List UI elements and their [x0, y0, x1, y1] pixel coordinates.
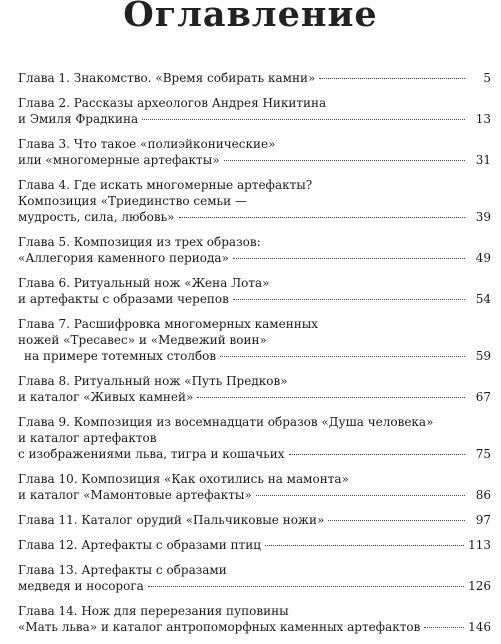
- toc-entry-text: Глава 13. Артефакты с образами: [18, 563, 227, 577]
- toc-entry: [18, 562, 491, 594]
- dot-leader: [233, 299, 465, 300]
- toc-entry-text: ножей «Тресавес» и «Медвежий воин»: [18, 333, 267, 347]
- dot-leader: [233, 258, 465, 259]
- toc-entry-text: Глава 5. Композиция из трех образов:: [18, 235, 261, 249]
- dot-leader: [197, 397, 465, 398]
- toc-entry: [18, 537, 491, 553]
- toc-entry-text: Глава 3. Что такое «полиэйконические»: [18, 137, 276, 151]
- toc-entry-text: и Эмиля Фрадкина: [18, 112, 139, 126]
- dot-leader: [328, 520, 465, 521]
- toc-page-number: 86: [475, 488, 491, 502]
- toc-entry-text: медведя и носорога: [18, 579, 144, 593]
- toc-entry-text: Глава 9. Композиция из восемнадцати образов «Душа человека»: [18, 415, 434, 429]
- toc-entry-text: Глава 4. Где искать многомерные артефакты?: [18, 178, 313, 192]
- toc-entry-text: или «многомерные артефакты»: [18, 153, 220, 167]
- toc-page-number: 146: [468, 620, 491, 634]
- toc-page-number: 39: [475, 210, 491, 224]
- dot-leader: [256, 495, 465, 496]
- toc-page-number: 31: [475, 153, 491, 167]
- table-of-contents: [18, 70, 491, 644]
- toc-page-number: 59: [475, 349, 491, 363]
- toc-page-number: 126: [468, 579, 491, 593]
- dot-leader: [142, 119, 465, 120]
- toc-entry: [18, 373, 491, 405]
- toc-entry-text: и каталог «Живых камней»: [18, 390, 194, 404]
- toc-entry-text: на примере тотемных столбов: [24, 349, 217, 363]
- toc-entry: [18, 234, 491, 266]
- toc-entry-text: Глава 1. Знакомство. «Время собирать камни»: [18, 71, 316, 85]
- toc-entry: [18, 512, 491, 528]
- toc-page-number: 13: [475, 112, 491, 126]
- toc-entry-text: «Мать льва» и каталог антропоморфных каменных артефактов: [18, 620, 421, 634]
- toc-entry-text: и артефакты с образами черепов: [18, 292, 229, 306]
- toc-page-number: 5: [483, 71, 491, 85]
- toc-entry-text: Глава 6. Ритуальный нож «Жена Лота»: [18, 276, 270, 290]
- toc-entry: [18, 414, 491, 462]
- toc-entry-text: Глава 11. Каталог орудий «Пальчиковые ножи»: [18, 513, 325, 527]
- toc-entry: [18, 471, 491, 503]
- toc-entry-text: Композиция «Триединство семьи —: [18, 194, 247, 208]
- dot-leader: [224, 160, 465, 161]
- dot-leader: [424, 627, 464, 628]
- toc-page-number: 75: [475, 447, 491, 461]
- toc-entry-text: Глава 10. Композиция «Как охотились на мамонта»: [18, 472, 349, 486]
- dot-leader: [289, 454, 465, 455]
- toc-entry-text: мудрость, сила, любовь»: [18, 210, 175, 224]
- toc-entry: [18, 70, 491, 86]
- dot-leader: [319, 78, 465, 79]
- dot-leader: [179, 217, 466, 218]
- toc-entry-text: с изображениями льва, тигра и кошачьих: [18, 447, 285, 461]
- toc-entry-text: Глава 2. Рассказы археологов Андрея Никитина: [18, 96, 327, 110]
- toc-entry-text: Глава 7. Расшифровка многомерных каменных: [18, 317, 319, 331]
- toc-entry-text: и каталог артефактов: [18, 431, 157, 445]
- toc-entry-text: Глава 14. Нож для перерезания пуповины: [18, 604, 289, 618]
- toc-entry-text: «Аллегория каменного периода»: [18, 251, 229, 265]
- toc-page-number: 113: [468, 538, 491, 552]
- toc-entry: [18, 136, 491, 168]
- toc-entry: [18, 177, 491, 225]
- toc-page-number: 97: [475, 513, 491, 527]
- toc-entry: [18, 603, 491, 635]
- dot-leader: [148, 586, 464, 587]
- toc-entry-text: и каталог «Мамонтовые артефакты»: [18, 488, 252, 502]
- toc-entry: [18, 316, 491, 364]
- page-title: Оглавление: [123, 0, 378, 35]
- toc-page-number: 49: [475, 251, 491, 265]
- dot-leader: [220, 356, 465, 357]
- toc-page-number: 54: [475, 292, 491, 306]
- toc-entry-text: Глава 12. Артефакты с образами птиц: [18, 538, 261, 552]
- toc-entry-text: Глава 8. Ритуальный нож «Путь Предков»: [18, 374, 288, 388]
- toc-entry: [18, 95, 491, 127]
- dot-leader: [265, 545, 464, 546]
- toc-entry: [18, 275, 491, 307]
- toc-page-number: 67: [475, 390, 491, 404]
